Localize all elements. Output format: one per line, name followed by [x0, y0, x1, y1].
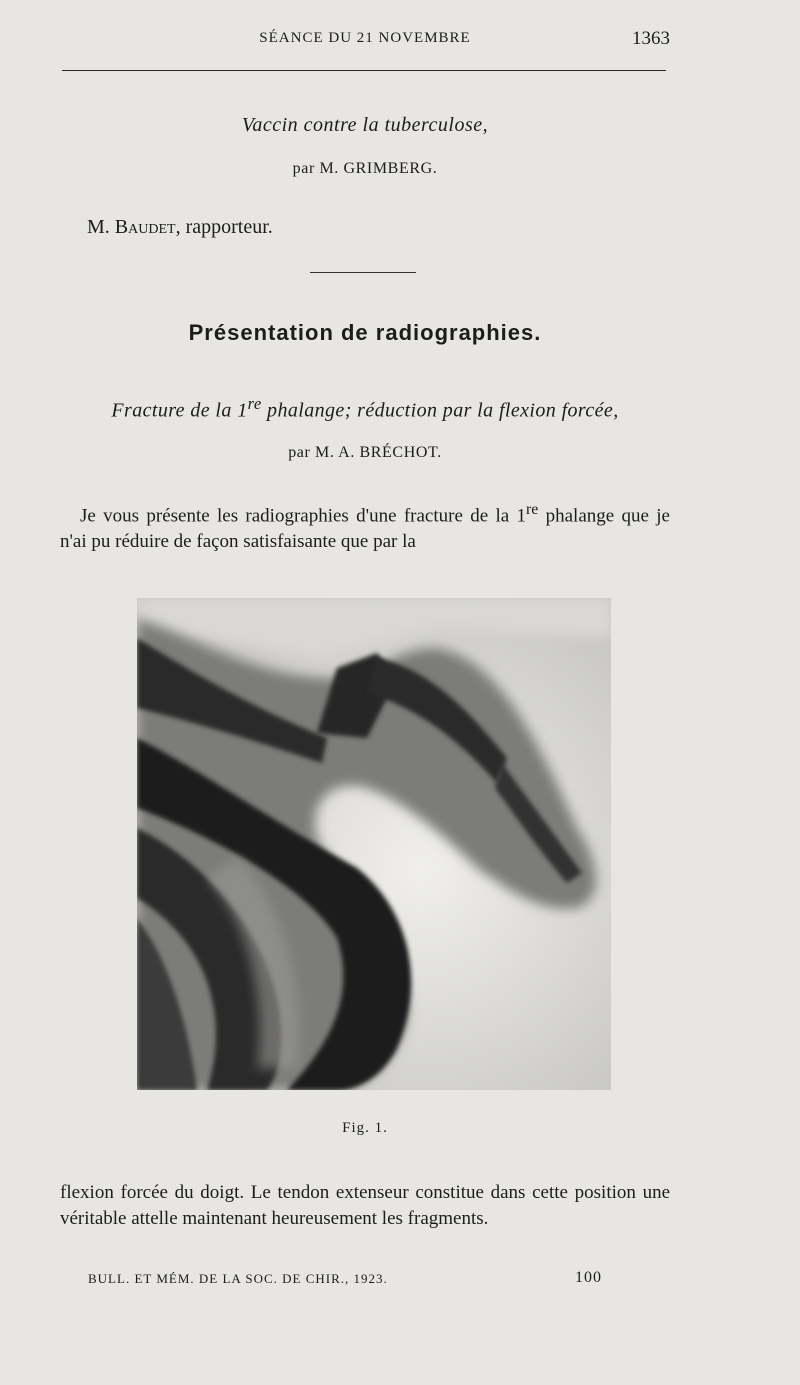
item2-title-end: phalange; réduction par la flexion forcée, — [261, 399, 619, 422]
item2-title — [60, 394, 670, 423]
body-paragraph-1 — [60, 497, 670, 555]
para1-start: Je vous présente les radiographies d'une fracture de la 1 — [80, 505, 526, 527]
running-head-title: SÉANCE DU 21 NOVEMBRE — [259, 30, 471, 46]
item2-title-sup: re — [247, 394, 262, 413]
item1-author: par M. GRIMBERG. — [292, 160, 438, 177]
item2-author: par M. A. BRÉCHOT. — [288, 444, 442, 461]
header-rule — [62, 70, 666, 71]
section-title: Présentation de radiographies. — [188, 320, 542, 345]
body-paragraph-2: flexion forcée du doigt. Le tendon extenseur constitue dans cette position une véritable attelle maintenant heureusement les fragments. — [60, 1182, 670, 1229]
item1-title: Vaccin contre la tuberculose, — [241, 114, 489, 136]
rapporteur-name: Baudet — [114, 216, 176, 238]
para1-sup: re — [526, 501, 539, 518]
radiograph-figure — [137, 598, 611, 1090]
item2-title-start: Fracture de la 1 — [111, 399, 248, 422]
footer-journal: BULL. ET MÉM. DE LA SOC. DE CHIR., 1923. — [88, 1271, 388, 1286]
radiograph-image — [137, 598, 611, 1090]
footer-sheet-number: 100 — [575, 1269, 602, 1286]
section-separator — [310, 272, 416, 273]
rapporteur-suffix: , rapporteur. — [175, 216, 273, 238]
para1-end: phalange que je n'ai pu réduire de façon satisfaisante que par la — [60, 505, 670, 553]
running-head — [60, 28, 670, 54]
page-footer — [88, 1271, 608, 1287]
rapporteur-prefix: M. — [87, 216, 115, 238]
rapporteur-line — [87, 216, 273, 239]
figure-caption: Fig. 1. — [342, 1120, 388, 1136]
page-number: 1363 — [632, 28, 670, 49]
